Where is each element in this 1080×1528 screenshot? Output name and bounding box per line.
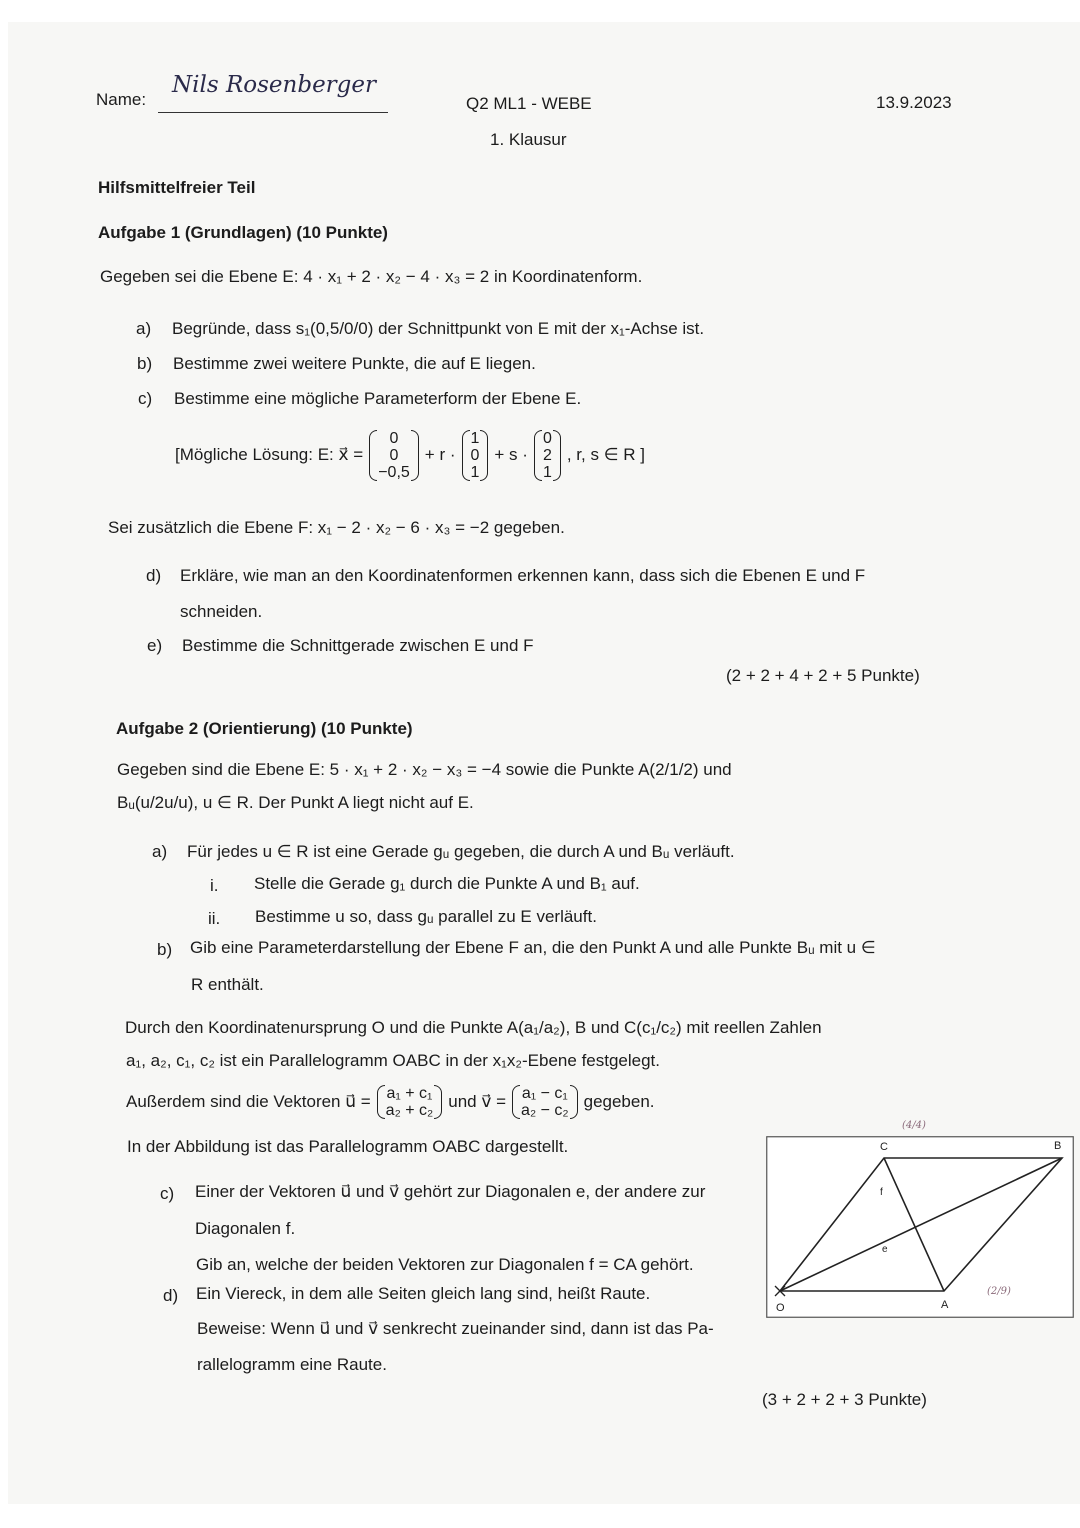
task2-title: Aufgabe 2 (Orientierung) (10 Punkte) [116,719,413,738]
task2-a-marker: a) [152,842,168,861]
direction-vector-r: 1 0 1 [462,430,489,481]
plus-r: + r · [424,445,456,464]
task1-solution [175,420,645,490]
name-label: Name: [96,90,147,109]
solution-prefix: [Mögliche Lösung: E: x⃗ = [175,445,364,464]
task2-d-text-1: Ein Viereck, in dem alle Seiten gleich lang sind, heißt Raute. [196,1284,651,1303]
handwritten-name: Nils Rosenberger [172,72,377,98]
task2-c-text-3: Gib an, welche der beiden Vektoren zur Diagonalen f = CA gehört. [196,1255,694,1274]
vectors-suffix: gegeben. [583,1092,655,1111]
solution-suffix: , r, s ∈ R ] [566,445,645,464]
v-vector: a₁ − c₁ a₂ − c₂ [512,1085,578,1119]
figure-frame [767,1137,1074,1318]
label-A: A [941,1299,949,1311]
support-vector: 0 0 −0,5 [369,430,419,481]
task1-plane-f: Sei zusätzlich die Ebene F: x₁ − 2 · x₂ − 6 · x₃ = −2 gegeben. [108,518,565,537]
task2-d-marker: d) [163,1286,179,1305]
label-O: O [776,1302,785,1314]
task2-b-text-2: R enthält. [191,975,264,994]
task1-a-marker: a) [136,319,152,338]
task2-intro-2: Bᵤ(u/2u/u), u ∈ R. Der Punkt A liegt nicht auf E. [117,793,474,812]
task2-a-ii-marker: ii. [208,909,221,928]
task2-intro-1: Gegeben sind die Ebene E: 5 · x₁ + 2 · x₂ − x₃ = −4 sowie die Punkte A(2/1/2) und [117,760,732,779]
task2-a-i-marker: i. [210,876,219,895]
task1-points: (2 + 2 + 4 + 2 + 5 Punkte) [726,666,920,685]
direction-vector-s: 0 2 1 [534,430,561,481]
task2-c-marker: c) [160,1184,175,1203]
task2-a-text: Für jedes u ∈ R ist eine Gerade gᵤ gegeben, die durch A und Bᵤ verläuft. [187,842,735,861]
exam-title: 1. Klausur [490,130,567,149]
task1-e-text: Bestimme die Schnittgerade zwischen E und F [182,636,534,655]
u-vector: a₁ + c₁ a₂ + c₂ [377,1085,443,1119]
task2-para-1: Durch den Koordinatenursprung O und die Punkte A(a₁/a₂), B und C(c₁/c₂) mit reellen Zahlen [125,1018,822,1037]
section-title: Hilfsmittelfreier Teil [98,178,256,197]
task1-d-text-2: schneiden. [180,602,263,621]
vectors-mid: und v⃗ = [448,1092,507,1111]
task2-b-marker: b) [157,940,173,959]
vectors-prefix: Außerdem sind die Vektoren u⃗ = [126,1092,371,1111]
task2-para-2: a₁, a₂, c₁, c₂ ist ein Parallelogramm OABC in der x₁x₂-Ebene festgelegt. [126,1051,661,1070]
task2-a-ii-text: Bestimme u so, dass gᵤ parallel zu E verläuft. [255,907,597,926]
task2-d-text-3: rallelogramm eine Raute. [197,1355,387,1374]
task1-b-text: Bestimme zwei weitere Punkte, die auf E liegen. [173,354,536,373]
task2-b-text-1: Gib eine Parameterdarstellung der Ebene F an, die den Punkt A und alle Punkte Bᵤ mit u ∈ [190,938,876,957]
task1-c-marker: c) [138,389,153,408]
label-B: B [1054,1140,1062,1152]
task2-vectors-line [126,1082,655,1122]
task1-a-text: Begründe, dass s₁(0,5/0/0) der Schnittpunkt von E mit der x₁-Achse ist. [172,319,705,338]
task2-a-i-text: Stelle die Gerade g₁ durch die Punkte A und B₁ auf. [254,874,640,893]
task1-intro: Gegeben sei die Ebene E: 4 · x₁ + 2 · x₂ − 4 · x₃ = 2 in Koordinatenform. [100,267,643,286]
course-label: Q2 ML1 - WEBE [466,94,592,113]
parallelogram-svg [766,1136,1074,1318]
plus-s: + s · [494,445,528,464]
label-f: f [880,1187,883,1198]
exam-date: 13.9.2023 [876,93,952,112]
note-C-coordinates: (4/4) [902,1120,926,1131]
note-A-coordinates: (2/9) [987,1286,1011,1297]
task2-points: (3 + 2 + 2 + 3 Punkte) [762,1390,927,1409]
task1-c-text: Bestimme eine mögliche Parameterform der Ebene E. [174,389,582,408]
task1-d-text-1: Erkläre, wie man an den Koordinatenformen erkennen kann, dass sich die Ebenen E und F [180,566,866,585]
task1-e-marker: e) [147,636,163,655]
task2-c-text-1: Einer der Vektoren u⃗ und v⃗ gehört zur Diagonalen e, der andere zur [195,1182,706,1201]
label-C: C [880,1141,888,1153]
task2-c-text-2: Diagonalen f. [195,1219,296,1238]
task1-title: Aufgabe 1 (Grundlagen) (10 Punkte) [98,223,388,242]
task2-figure-intro: In der Abbildung ist das Parallelogramm OABC dargestellt. [127,1137,569,1156]
label-e: e [882,1244,888,1255]
task1-d-marker: d) [146,566,162,585]
task1-b-marker: b) [137,354,153,373]
task2-d-text-2: Beweise: Wenn u⃗ und v⃗ senkrecht zueinander sind, dann ist das Pa- [197,1319,714,1338]
name-underline [158,112,388,113]
parallelogram-figure [766,1136,1074,1318]
